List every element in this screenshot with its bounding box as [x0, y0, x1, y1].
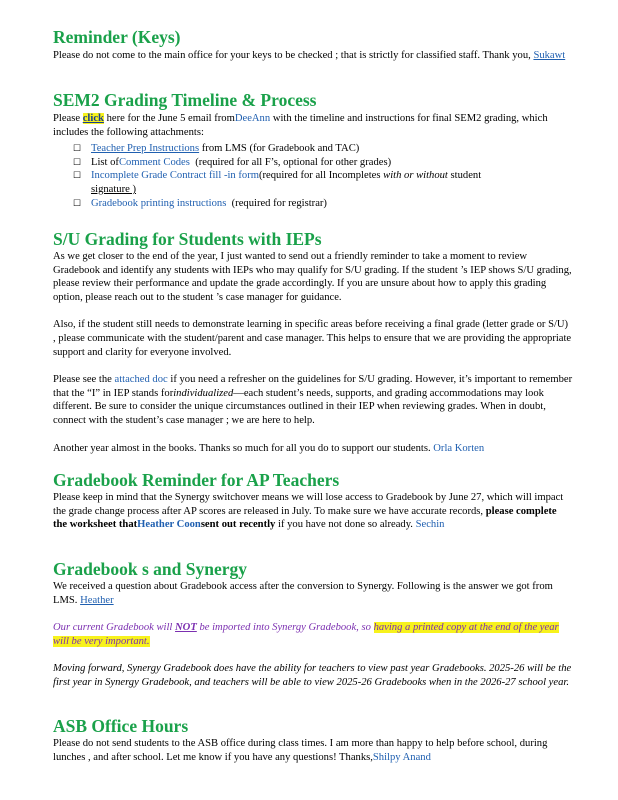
section-title: Gradebook s and Synergy [53, 559, 247, 579]
section-keys [53, 27, 573, 63]
section-title: Gradebook Reminder for AP Teachers [53, 470, 340, 490]
person-link[interactable]: Heather Coon [137, 519, 201, 531]
person-link[interactable]: DeeAnn [234, 113, 271, 124]
paragraph: Also, if the student still needs to demonstrate learning in specific areas before receiving a final grade (letter grade or S/U) , please communicate with the student/parent and case manager. This helps to ensure that we are providing the appropriate support and clarity for everyone involved. [53, 319, 572, 358]
section-sem2 [53, 90, 573, 210]
body-text: Please do not come to the main office for your keys to be checked ; that is strictly for classified staff. Thank you, [53, 50, 531, 61]
section-title: Reminder (Keys) [53, 27, 181, 47]
section-title: ASB Office Hours [53, 716, 189, 736]
section-synergy [53, 559, 573, 690]
paragraph: Another year almost in the books. Thanks so much for all you do to support our students. Orla Korten [53, 442, 485, 454]
list-item: ☐ List ofComment Codes (required for all F’s, optional for other grades) [73, 156, 392, 168]
click-link[interactable]: click [82, 113, 104, 124]
list-item: ☐ Teacher Prep Instructions from LMS (for Gradebook and TAC) [73, 143, 360, 155]
highlighted-text: having a printed copy at the end of the year will be very important. [53, 622, 559, 647]
signature-link[interactable]: Shilpy Anand [372, 751, 431, 763]
attachments-list [53, 142, 573, 210]
section-body [53, 49, 573, 63]
attached-doc-link[interactable]: attached doc [114, 374, 168, 386]
paragraph: Please keep in mind that the Synergy switchover means we will lose access to Gradebook by June 27, which will impact the grade change process after AP scores are released in July. To make sure we have accurate records, please complete the worksheet thatHeather Coonsent out recently if you have not done so already. Sechin [53, 492, 564, 531]
section-title: S/U Grading for Students with IEPs [53, 229, 322, 249]
signature-link[interactable]: Sechin [415, 519, 445, 531]
section-su-grading [53, 229, 573, 455]
paragraph: Please see the attached doc if you need a refresher on the guidelines for S/U grading. However, it’s important to remember that the “I” in IEP stands forindividualized—each student’s needs, supports, and grading accommodations may look different. Be sure to consider the unique circumstances outlined in their IEP when reviewing grades. When in doubt, connect with the student’s case manager ; we are here to help. [53, 374, 573, 426]
paragraph: Moving forward, Synergy Gradebook does have the ability for teachers to view past year Gradebooks. 2025-26 will be the first year in Synergy Gradebook, and teachers will be able to view 2025-26 Gradebooks when in the 2026-27 school year. [53, 663, 572, 688]
attachment-link[interactable]: Teacher Prep Instructions [91, 143, 200, 155]
attachment-link[interactable]: Gradebook printing instructions [91, 197, 227, 209]
section-body: Please click here for the June 5 email fromDeeAnn with the timeline and instructions for final SEM2 grading, which includes the following attachments: [53, 113, 548, 138]
signature-link[interactable]: Sukawt [533, 50, 566, 61]
list-item: ☐ Incomplete Grade Contract fill -in form(required for all Incompletes with or without student signature ) [73, 170, 482, 195]
signature-link[interactable]: Heather [80, 594, 114, 606]
section-asb [53, 716, 573, 764]
paragraph: Our current Gradebook will NOT be imported into Synergy Gradebook, so having a printed copy at the end of the year will be very important. [53, 622, 559, 647]
paragraph: Please do not send students to the ASB office during class times. I am more than happy to help before school, during lunches , and after school. Let me know if you have any questions! Thanks,Shilpy Anand [53, 738, 548, 763]
attachment-link[interactable]: Incomplete Grade Contract fill -in form [91, 170, 259, 182]
bullet-icon: ☐ [73, 156, 82, 167]
signature-link[interactable]: Orla Korten [433, 442, 485, 454]
attachment-link[interactable]: Comment Codes [118, 156, 190, 168]
paragraph: As we get closer to the end of the year, I just wanted to send out a friendly reminder to take a moment to review Gradebook and identify any students with IEPs who may qualify for S/U grading. If the student ’s IEP shows S/U grading, please review their performance and update the grade accordingly. If you are unsure about how to apply this grading option, please reach out to the student ’s case manager for guidance. [53, 251, 572, 303]
bullet-icon: ☐ [73, 197, 82, 208]
bullet-icon: ☐ [73, 143, 82, 154]
paragraph: We received a question about Gradebook access after the conversion to Synergy. Following is the answer we got from LMS. Heather [53, 581, 553, 606]
section-title: SEM2 Grading Timeline & Process [53, 90, 317, 110]
list-item: ☐ Gradebook printing instructions (required for registrar) [73, 197, 327, 209]
section-ap-teachers [53, 470, 573, 532]
bullet-icon: ☐ [73, 170, 82, 181]
